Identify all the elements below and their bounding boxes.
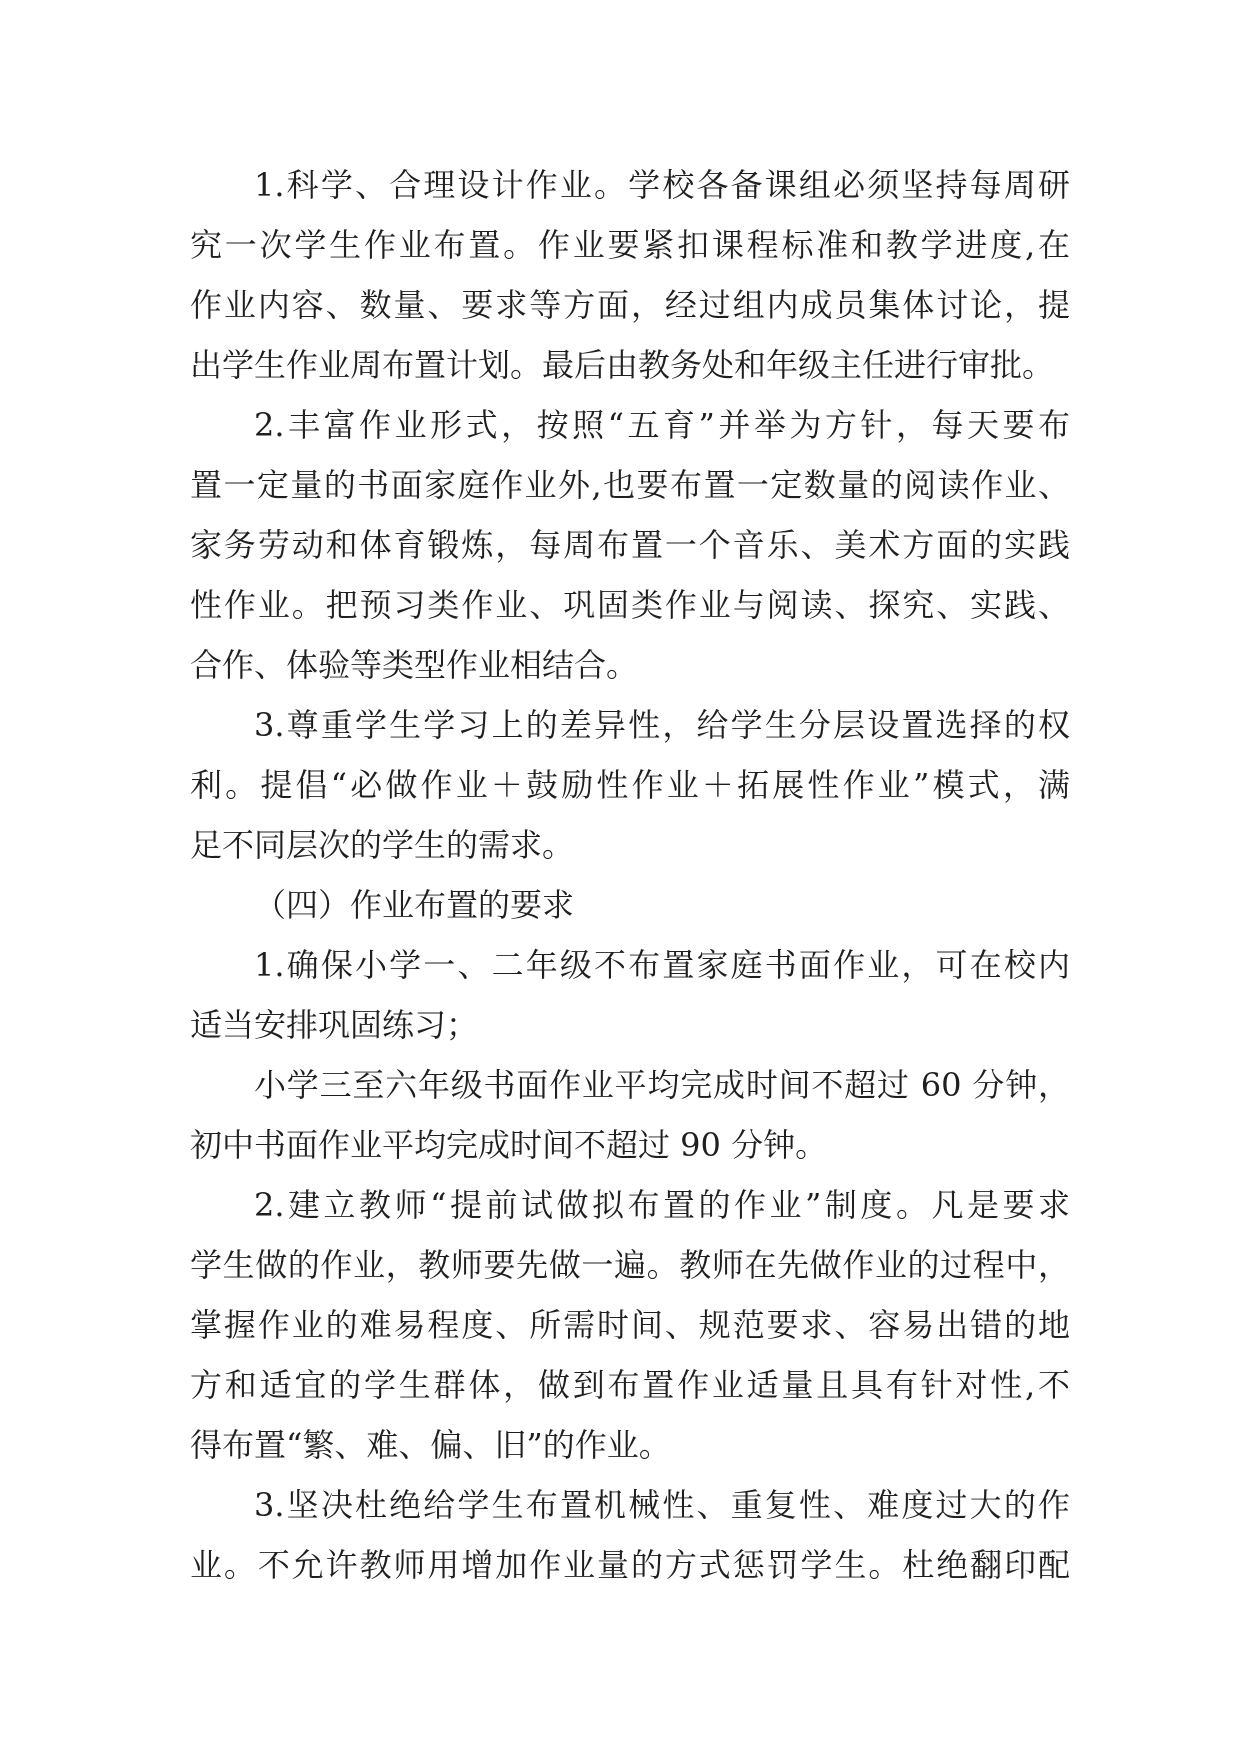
text-line: 3.坚决杜绝给学生布置机械性、重复性、难度过大的作 [254, 1486, 1070, 1524]
text-line: 1.确保小学一、二年级不布置家庭书面作业，可在校内 [254, 946, 1070, 984]
text-line: 家务劳动和体育锻炼，每周布置一个音乐、美术方面的实践 [190, 526, 1070, 564]
text-line: 合作、体验等类型作业相结合。 [190, 646, 639, 684]
text-line: 适当安排巩固练习； [190, 1006, 479, 1044]
text-line: 方和适宜的学生群体，做到布置作业适量且具有针对性,不 [190, 1366, 1070, 1404]
section-heading: （四）作业布置的要求 [254, 886, 575, 924]
text-line: 足不同层次的学生的需求。 [190, 826, 575, 864]
text-line: 掌握作业的难易程度、所需时间、规范要求、容易出错的地 [190, 1306, 1070, 1344]
text-line: 作业内容、数量、要求等方面，经过组内成员集体讨论，提 [190, 286, 1070, 324]
text-line: 得布置“繁、难、偏、旧”的作业。 [190, 1426, 671, 1464]
text-line: 究一次学生作业布置。作业要紧扣课程标准和教学进度,在 [190, 226, 1070, 264]
text-line: 小学三至六年级书面作业平均完成时间不超过 60 分钟， [254, 1066, 1070, 1104]
text-line: 初中书面作业平均完成时间不超过 90 分钟。 [190, 1126, 828, 1164]
text-line: 1.科学、合理设计作业。学校各备课组必须坚持每周研 [254, 166, 1070, 204]
text-line: 业。不允许教师用增加作业量的方式惩罚学生。杜绝翻印配 [190, 1546, 1070, 1584]
text-line: 2.建立教师“提前试做拟布置的作业”制度。凡是要求 [254, 1186, 1070, 1224]
text-line: 出学生作业周布置计划。最后由教务处和年级主任进行审批。 [190, 346, 1055, 384]
text-line: 性作业。把预习类作业、巩固类作业与阅读、探究、实践、 [190, 586, 1070, 624]
text-line: 置一定量的书面家庭作业外,也要布置一定数量的阅读作业、 [190, 466, 1070, 504]
text-line: 学生做的作业，教师要先做一遍。教师在先做作业的过程中， [190, 1246, 1070, 1284]
text-line: 2.丰富作业形式，按照“五育”并举为方针，每天要布 [254, 406, 1070, 444]
text-line: 3.尊重学生学习上的差异性，给学生分层设置选择的权 [254, 706, 1070, 744]
text-line: 利。提倡“必做作业＋鼓励性作业＋拓展性作业”模式，满 [190, 766, 1070, 804]
document-body [190, 155, 1070, 1595]
